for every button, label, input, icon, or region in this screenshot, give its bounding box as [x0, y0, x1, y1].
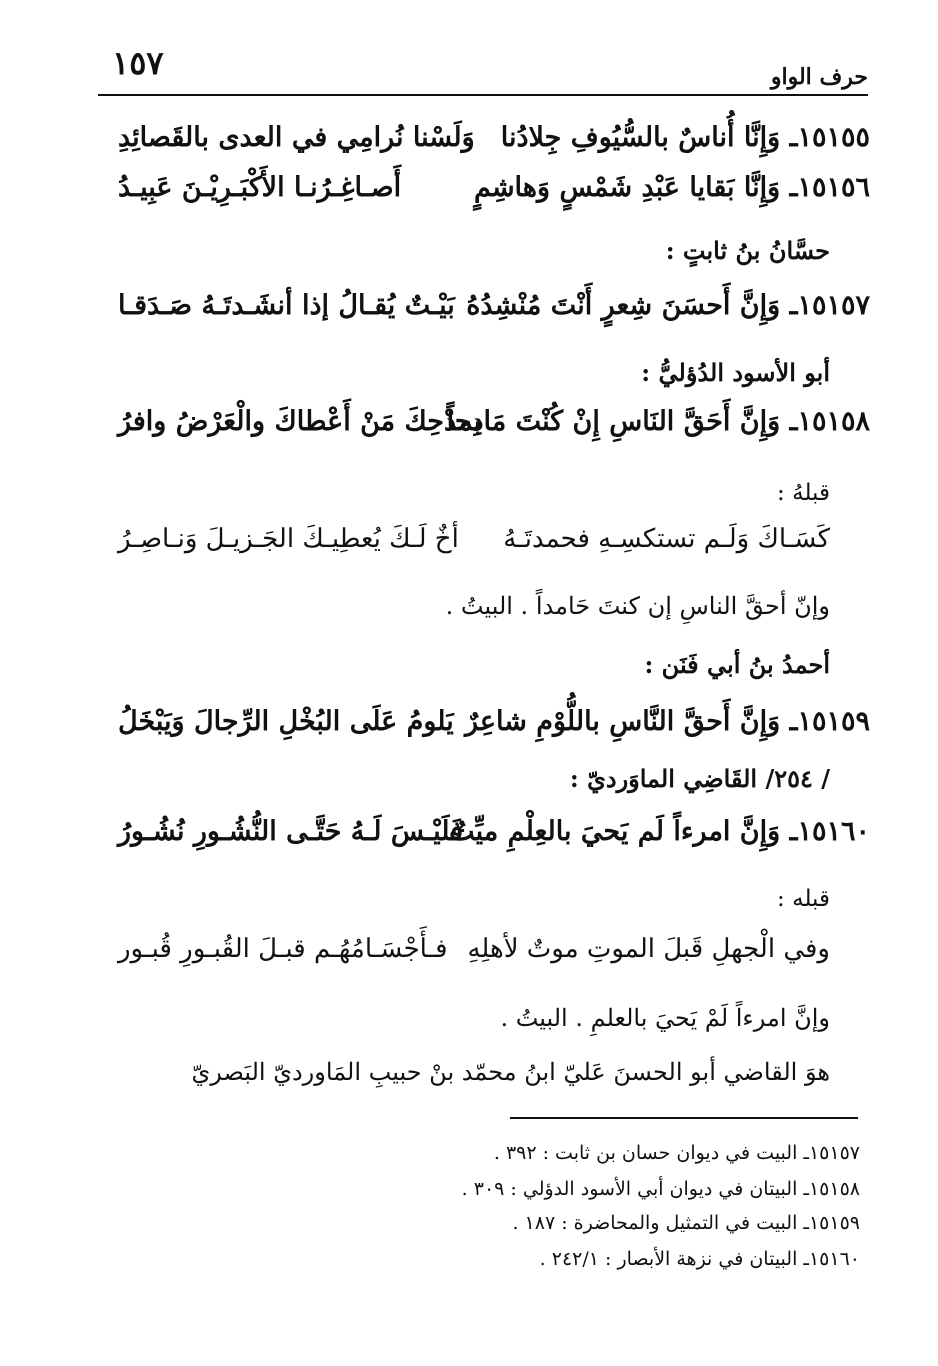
verse-preceding-15160	[0, 934, 938, 990]
biographical-note: هوَ القاضي أبو الحسنَ عَليّ ابنُ محمّد بنْ حبيبِ المَاورديّ البَصريّ	[191, 1058, 830, 1086]
verse-first-hemistich: ١٥١٥٩ـ وَإِنَّ أَحقَّ النَّاسِ باللُّوْمِ شاعِرٌ	[465, 706, 870, 737]
header-rule	[98, 94, 868, 96]
verse-second-hemistich: أَصـاغِـرُنـا الأَكْبَـرِيْـنَ عَبِيـدُ	[118, 172, 402, 203]
verse-first-hemistich: ١٥١٥٦ـ وَإِنَّا بَقايا عَبْدِ شَمْسٍ وَهاشِمٍ	[473, 172, 870, 203]
poet-name-aswad: أبو الأسود الدُؤليُّ :	[641, 358, 830, 387]
verse-15157	[0, 290, 938, 346]
verse-15158	[0, 406, 938, 462]
verse-15155	[0, 122, 938, 178]
verse-reference-line: وإنّ أحقَّ الناسِ إن كنتَ حَامداً . البيتُ .	[445, 592, 830, 620]
footnote: ١٥١٥٨ـ البيتان في ديوان أبي الأسود الدؤلي : ٣٠٩ .	[461, 1178, 860, 1200]
verse-second-hemistich: فـأَجْسَـامُهُـم قبـلَ القُبـورِ قُبـور	[118, 934, 448, 964]
poet-name-hassan: حسَّانُ بنُ ثابتٍ :	[665, 236, 830, 265]
verse-second-hemistich: بمدْحِكَ مَنْ أَعْطاكَ والْعَرْضُ وافرُ	[118, 406, 482, 437]
verse-second-hemistich: فَلَيْـسَ لَـهُ حَتَّـى النُّشُـورِ نُشُـورُ	[118, 816, 464, 847]
qablahu-label: قبلهُ :	[777, 480, 830, 506]
poet-name-ahmad: أحمدُ بنُ أبي فَنَن :	[644, 650, 830, 679]
verse-15160	[0, 816, 938, 872]
verse-15159	[0, 706, 938, 762]
qablahu-label: قبله :	[777, 886, 830, 912]
footnote-rule	[510, 1117, 858, 1119]
page-number: ١٥٧	[112, 44, 164, 82]
footnote: ١٥١٥٧ـ البيت في ديوان حسان بن ثابت : ٣٩٢ .	[493, 1142, 860, 1164]
verse-first-hemistich: ١٥١٥٨ـ وَإِنَّ أَحَقَّ النَاسِ إِنْ كُنْتَ مَادِحاً	[446, 406, 870, 437]
verse-15156	[0, 172, 938, 228]
verse-first-hemistich: كَسَـاكَ وَلَـم تستكسِـهِ فحمدتَـهُ	[503, 524, 830, 554]
verse-first-hemistich: وفي الْجهلِ قَبلَ الموتِ موتٌ لأهلِهِ	[467, 934, 830, 964]
verse-reference-line: وإنَّ امرءاً لَمْ يَحيَ بالعلمِ . البيتُ .	[500, 1004, 830, 1032]
verse-second-hemistich: أخٌ لَـكَ يُعطِيـكَ الجَـزيـلَ وَنـاصِـرُ	[118, 524, 459, 554]
footnote: ١٥١٥٩ـ البيت في التمثيل والمحاضرة : ١٨٧ .	[512, 1212, 860, 1234]
verse-second-hemistich: وَلَسْنا نُرامِي في العدى بالقَصائِدِ	[118, 122, 475, 153]
verse-first-hemistich: ١٥١٥٧ـ وَإِنَّ أَحسَنَ شِعرٍ أَنْتَ مُنْشِدُهُ	[466, 290, 870, 321]
poet-name-mawardi: / ٢٥٤/ القَاضِي الماوَرديّ :	[569, 764, 830, 793]
verse-first-hemistich: ١٥١٦٠ـ وَإِنَّ امرءاً لَم يَحيَ بالعِلْمِ ميِّتٌ	[449, 816, 870, 847]
verse-second-hemistich: بَيْـتٌ يُقـالُ إذا أنشَـدتَـهُ صَـدَقـا	[118, 290, 455, 321]
footnote: ١٥١٦٠ـ البيتان في نزهة الأبصار : ٢٤٢/١ .	[539, 1248, 860, 1270]
verse-preceding-15158	[0, 524, 938, 580]
running-title: حرف الواو	[770, 64, 868, 90]
verse-second-hemistich: يَلومُ عَلَى البُخْلِ الرِّجالَ وَيَبْخَلُ	[118, 706, 454, 737]
verse-first-hemistich: ١٥١٥٥ـ وَإِنَّا أُناسٌ بالسُّيُوفِ جِلادُنا	[500, 122, 870, 153]
